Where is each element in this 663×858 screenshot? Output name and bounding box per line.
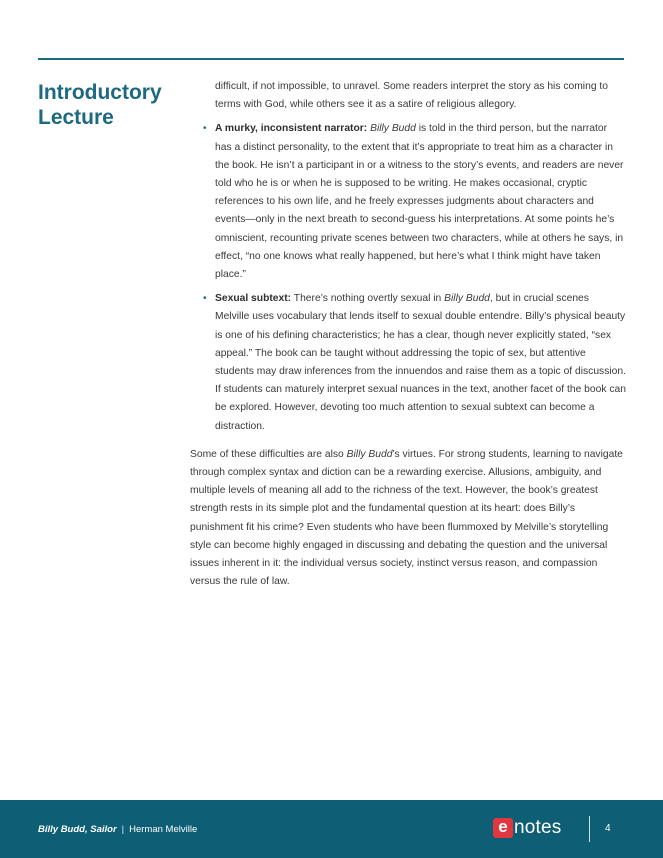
- bullet-item-subtext: [190, 290, 626, 436]
- footer-book-title: Billy Budd, Sailor: [38, 824, 117, 835]
- section-title: [38, 80, 188, 130]
- footer-bar: [0, 800, 663, 858]
- bullet-text: is told in the third person, but the narrator has a distinct personality, to the extent that it’s appropriate to treat him as a character in the book. He isn’t a participant in or a witness to the story’s events, and readers are never told who he is or when he is supposed to be writing. He makes occasional, cryptic references to his own life, and he freely expresses judgments about characters and events—only in the next breath to second-guess his interpretations. At some points he’s omniscient, recounting private scenes between two characters, while at others he says, in effect, “no one knows what really happened, but here’s what I think might have taken place.”: [215, 123, 624, 281]
- footer-separator: |: [121, 824, 125, 835]
- enotes-logo-text: notes: [514, 817, 562, 838]
- enotes-logo[interactable]: [493, 817, 561, 839]
- closing-text-2: ’s virtues. For strong students, learning to navigate through complex syntax and diction can be a rewarding exercise. Allusions, ambiguity, and multiple levels of meaning all add to the richness of the text. However, the book’s greatest strength rests in its simple plot and the fundamental question at its heart: does Billy’s punishment fit his crime? Even students who have been flummoxed by Melville’s storytelling style can become highly engaged in discussing and debating the question and the universal issues inherent in it: the individual versus society, instinct versus reason, and compassion versus the rule of law.: [190, 448, 623, 588]
- section-title-line-2: Lecture: [38, 106, 114, 129]
- closing-text-italic: Billy Budd: [346, 448, 393, 460]
- closing-paragraph: [190, 446, 626, 592]
- bullet-icon: •: [203, 293, 207, 305]
- bullet-term: Sexual subtext:: [215, 293, 292, 305]
- bullet-icon: •: [203, 123, 207, 135]
- bullet-list: [190, 120, 626, 435]
- continuation-paragraph: difficult, if not impossible, to unravel. Some readers interpret the story as his coming to terms with God, while others see it as a satire of religious allegory.: [215, 81, 608, 111]
- body-content: [190, 78, 626, 591]
- bullet-text: , but in crucial scenes Melville uses vocabulary that lends itself to sexual double entendre. Billy’s physical beauty is one of his defining characteristics; he has a clear, though never explicitly stated, “sex appeal.” The book can be taught without addressing the topic of sex, but attentive students may draw inferences from the innuendos and raise them as a topic of discussion. If students can maturely interpret sexual nuances in the text, another facet of the book can be explored. However, devoting too much attention to sexual subtext can become a distraction.: [215, 293, 626, 432]
- top-rule: [38, 58, 624, 60]
- footer-book-info: [38, 824, 197, 835]
- bullet-text-italic: Billy Budd: [444, 293, 490, 305]
- bullet-item-narrator: [190, 120, 626, 284]
- closing-text-1: Some of these difficulties are also: [190, 448, 347, 460]
- enotes-logo-e-icon: e: [493, 818, 513, 838]
- footer-divider: [589, 816, 590, 842]
- bullet-text: There’s nothing overtly sexual in: [291, 293, 445, 305]
- footer-author: Herman Melville: [129, 824, 198, 835]
- page-number: 4: [605, 823, 611, 834]
- section-title-line-1: Introductory: [38, 81, 162, 104]
- bullet-term: A murky, inconsistent narrator:: [215, 123, 368, 135]
- bullet-text-italic: Billy Budd: [370, 123, 416, 135]
